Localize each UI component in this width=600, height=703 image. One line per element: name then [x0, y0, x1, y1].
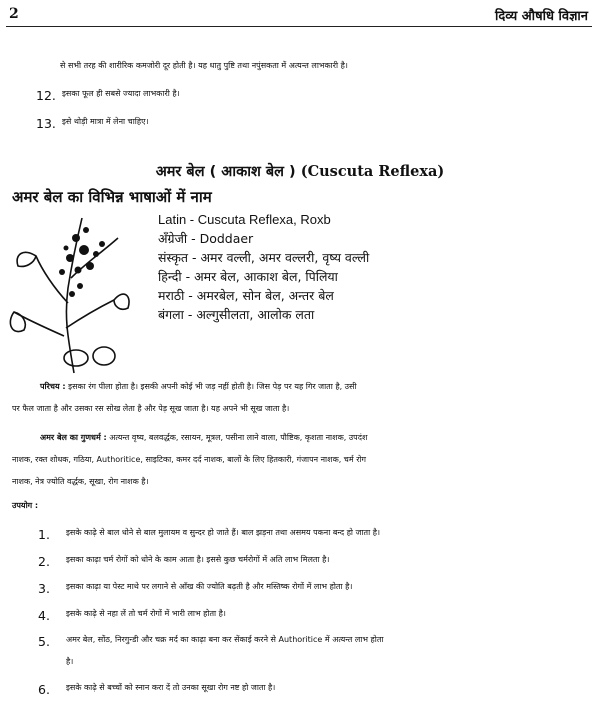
- use-number: 2.: [38, 554, 50, 569]
- name-bengali: बंगला - अल्गुसीलता, आलोक लता: [158, 307, 315, 322]
- properties-text-1: अत्यन्त वृष्य, बलवर्द्धक, रसायन, मूत्रल, पसीना लाने वाला, पौष्टिक, कृशता नाशक, उपदंश: [109, 433, 368, 442]
- running-title: दिव्य औषधि विज्ञान: [495, 9, 588, 24]
- use-text: इसके काढ़े से बच्चों को स्नान करा दें तो उनका सूखा रोग नष्ट हो जाता है।: [66, 683, 276, 692]
- title-latin: (Cuscuta Reflexa): [300, 163, 445, 180]
- item-number: 12.: [36, 88, 56, 103]
- continuation-text: से सभी तरह की शारीरिक कमजोरी दूर होती है। यह धातु पुष्टि तथा नपुंसकता में अत्यन्त लाभकारी है।: [60, 61, 348, 70]
- names-subtitle: अमर बेल का विभिन्न भाषाओं में नाम: [12, 188, 212, 206]
- intro-label: परिचय :: [40, 382, 66, 391]
- name-sanskrit: संस्कृत - अमर वल्ली, अमर वल्लरी, वृष्य वल्ली: [158, 250, 370, 265]
- header-rule: [6, 26, 592, 27]
- use-text: इसका काढ़ा या पेस्ट माथे पर लगाने से आँख की ज्योति बढ़ती है और मस्तिष्क रोगों में लाभ होता है।: [66, 582, 353, 591]
- use-number: 3.: [38, 581, 50, 596]
- use-number: 6.: [38, 682, 50, 697]
- section-title: [0, 161, 600, 181]
- name-latin: Latin - Cuscuta Reflexa, Roxb: [158, 212, 331, 227]
- item-text: इसे थोड़ी मात्रा में लेना चाहिए।: [62, 117, 149, 126]
- use-text: इसके काढ़े से बाल धोने से बाल मुलायम व सुन्दर हो जाते हैं। बाल झड़ना तथा असमय पकना बन्द हो जाता है।: [66, 528, 381, 537]
- name-english: अँग्रेजी - Doddaer: [158, 231, 254, 246]
- item-text: इसका फूल ही सबसे ज्यादा लाभकारी है।: [62, 89, 180, 98]
- properties-line-1: [40, 432, 600, 443]
- use-text: अमर बेल, सोंठ, निरगुन्डी और चक्र मर्द का काढ़ा बना कर सेंकाई करने से Authoritice में अत्यन्त लाभ होता: [66, 635, 384, 644]
- language-names-list: [158, 210, 369, 324]
- name-hindi: हिन्दी - अमर बेल, आकाश बेल, पिलिया: [158, 269, 338, 284]
- use-text: इसका काढ़ा चर्म रोगों को धोने के काम आता है। इससे कुछ चर्मरोगों में अति लाभ मिलता है।: [66, 555, 330, 564]
- name-marathi: मराठी - अमरबेल, सोन बेल, अन्तर बेल: [158, 288, 334, 303]
- properties-label: अमर बेल का गुणधर्म :: [40, 433, 107, 442]
- intro-line-2: पर फैल जाता है और उसका रस सोख लेता है और पेड़ सूख जाता है। यह अपने भी सूख जाता है।: [12, 404, 290, 413]
- plant-illustration: [6, 208, 134, 376]
- use-number: 1.: [38, 527, 50, 542]
- use-text-continued: है।: [66, 657, 74, 666]
- intro-text-1: इसका रंग पीला होता है। इसकी अपनी कोई भी जड़ नहीं होती है। जिस पेड़ पर यह गिर जाता है, उसी: [68, 382, 357, 391]
- intro-line-1: [40, 381, 600, 392]
- uses-label: उपयोग :: [12, 501, 39, 510]
- use-number: 5.: [38, 634, 50, 649]
- properties-line-2: नाशक, रक्त शोधक, गठिया, Authoritice, साइटिका, कमर दर्द नाशक, बालों के लिए हितकारी, गंजापन नाशक, चर्म रोग: [12, 455, 367, 464]
- use-number: 4.: [38, 608, 50, 623]
- page-number: 2: [9, 6, 19, 22]
- item-number: 13.: [36, 116, 56, 131]
- use-text: इसके काढ़े से नहा लें तो चर्म रोगों में भारी लाभ होता है।: [66, 609, 226, 618]
- properties-line-3: नाशक, नेत्र ज्योति वर्द्धक, सूखा, रोग नाशक है।: [12, 477, 149, 486]
- title-hindi: अमर बेल ( आकाश बेल ): [155, 164, 296, 180]
